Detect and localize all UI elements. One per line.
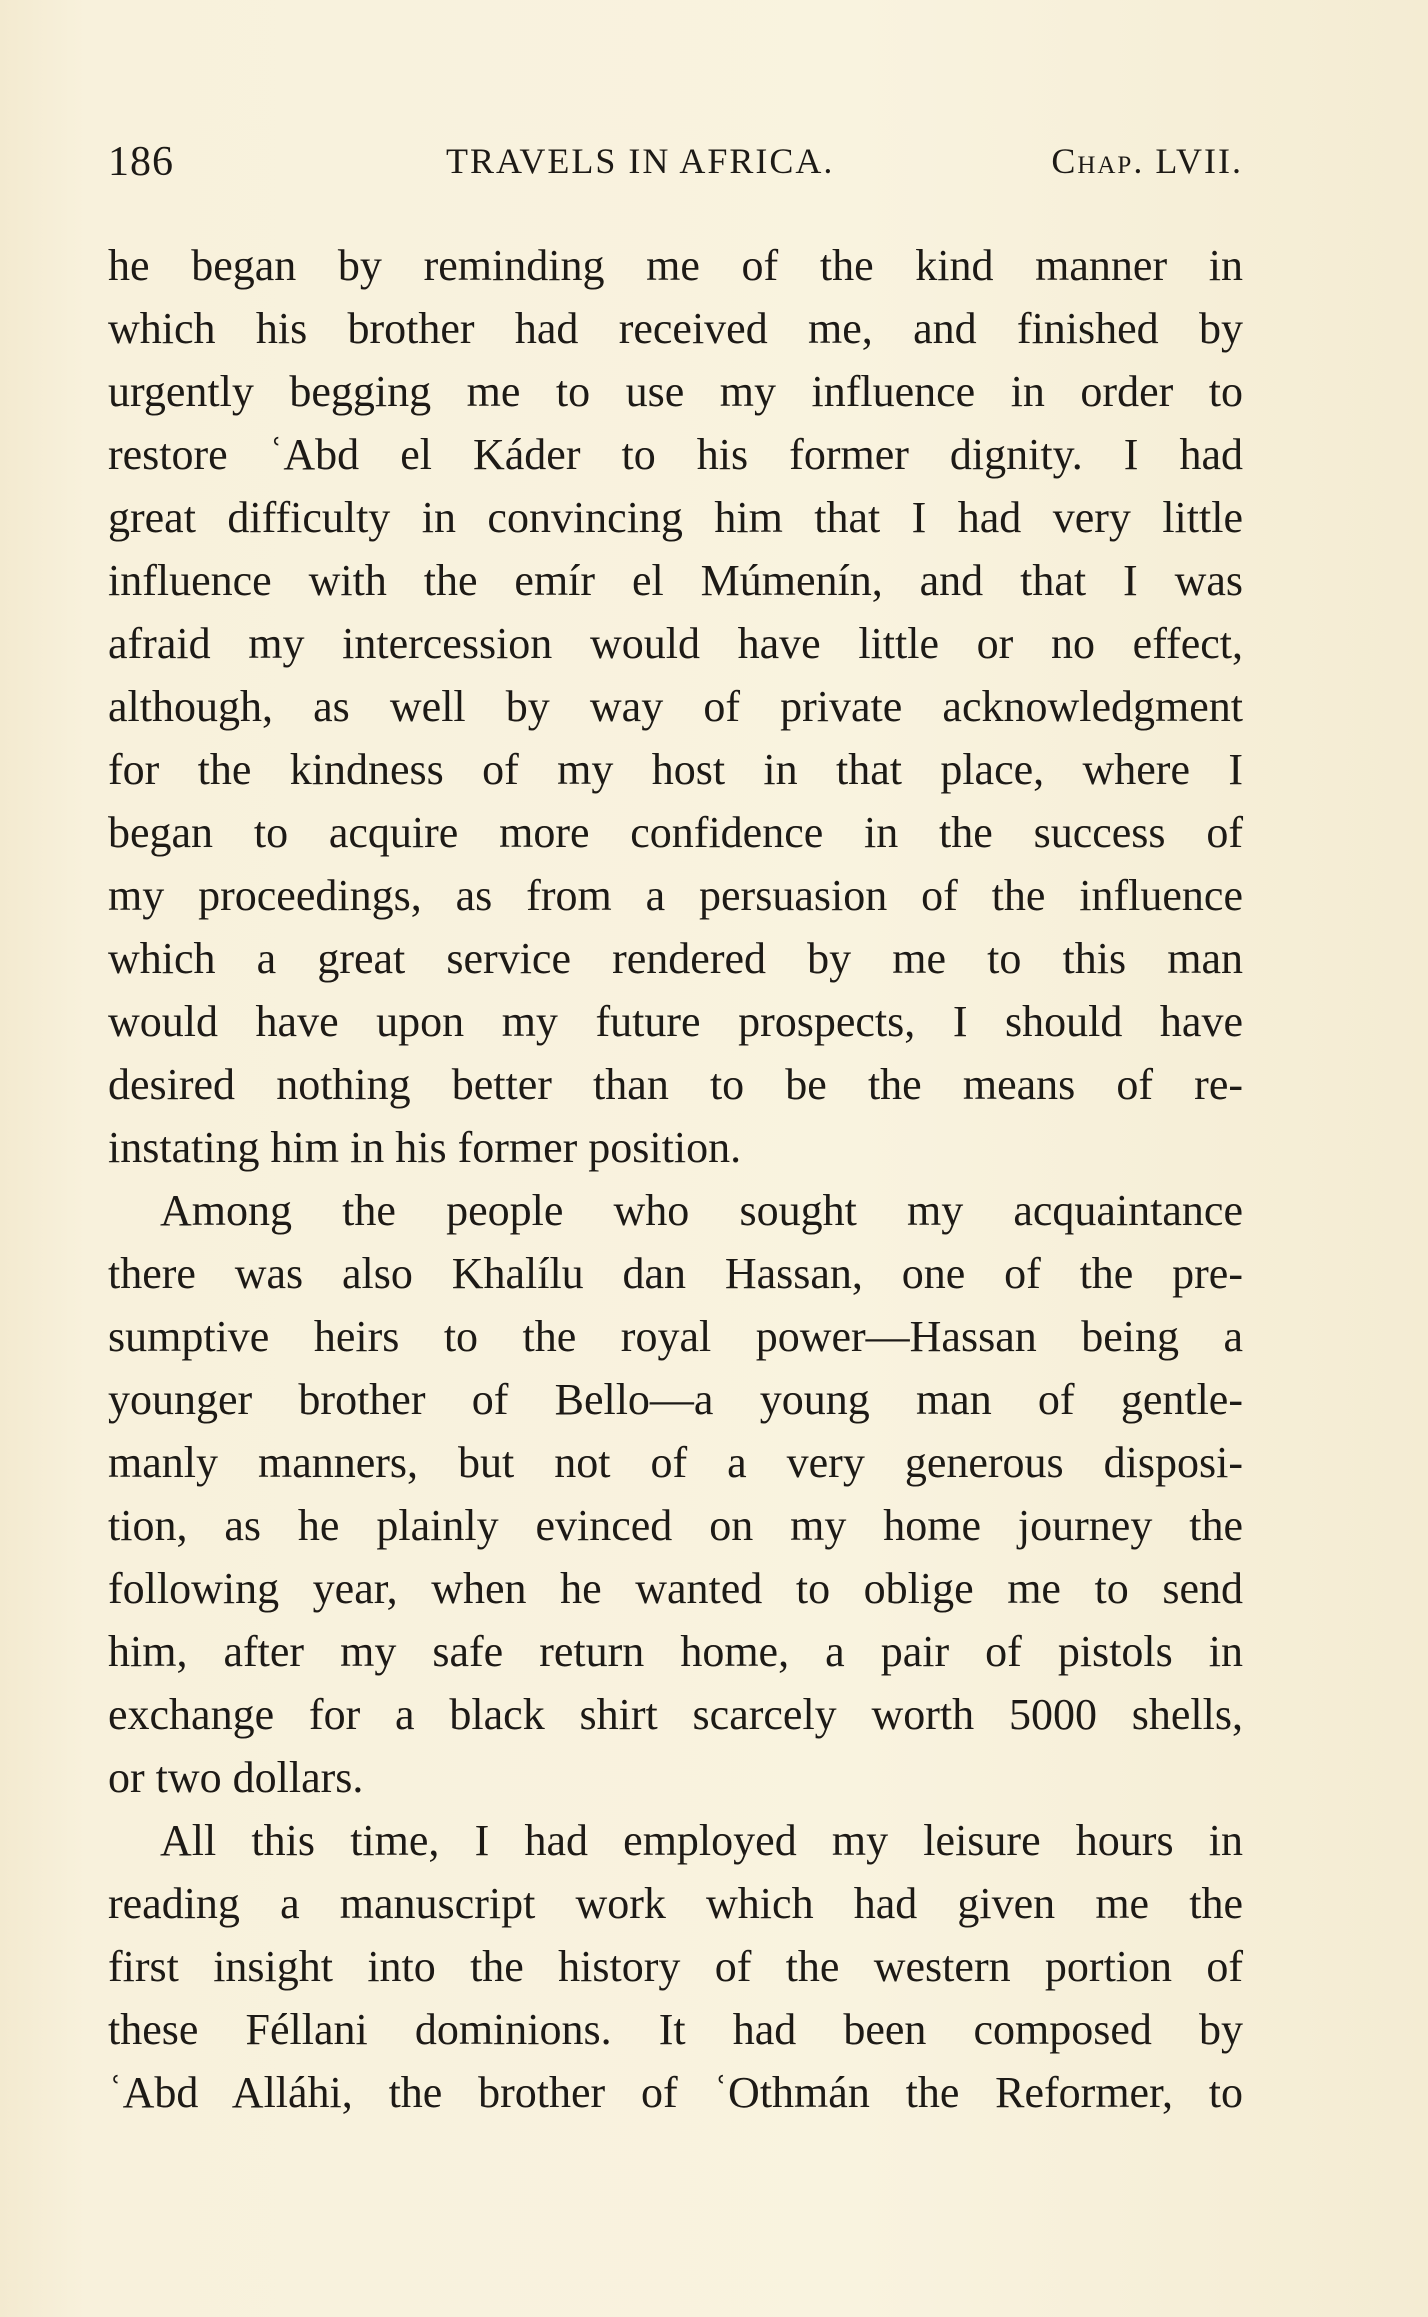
- text-line: manly manners, but not of a very generous disposi-: [108, 1438, 1243, 1487]
- text-line: instating him in his former position.: [108, 1123, 742, 1172]
- text-line: desired nothing better than to be the means of re-: [108, 1060, 1243, 1109]
- text-line: tion, as he plainly evinced on my home journey the: [108, 1501, 1243, 1550]
- text-line: for the kindness of my host in that place, where I: [108, 745, 1243, 794]
- text-line: or two dollars.: [108, 1753, 364, 1802]
- text-line: exchange for a black shirt scarcely worth 5000 shells,: [108, 1690, 1243, 1739]
- text-line: which a great service rendered by me to this man: [108, 934, 1243, 983]
- text-line: sumptive heirs to the royal power—Hassan being a: [108, 1312, 1243, 1361]
- text-line: my proceedings, as from a persuasion of the influence: [108, 871, 1243, 920]
- text-line: Among the people who sought my acquaintance: [160, 1186, 1243, 1235]
- text-line: great difficulty in convincing him that I had very little: [108, 493, 1243, 542]
- text-line: restore ʿAbd el Káder to his former dignity. I had: [108, 430, 1243, 479]
- text-line: would have upon my future prospects, I should have: [108, 997, 1243, 1046]
- text-line: first insight into the history of the western portion of: [108, 1942, 1243, 1991]
- text-line: ʿAbd Alláhi, the brother of ʿOthmán the Reformer, to: [108, 2068, 1243, 2117]
- running-title: TRAVELS IN AFRICA.: [446, 141, 835, 181]
- text-line: younger brother of Bello—a young man of gentle-: [108, 1375, 1243, 1424]
- text-line: he began by reminding me of the kind manner in: [108, 241, 1243, 290]
- page-number: 186: [108, 139, 174, 185]
- text-line: him, after my safe return home, a pair of pistols in: [108, 1627, 1243, 1676]
- text-line: there was also Khalílu dan Hassan, one of the pre-: [108, 1249, 1243, 1298]
- running-header: [108, 138, 1243, 192]
- text-line: following year, when he wanted to oblige me to send: [108, 1564, 1243, 1613]
- text-line: urgently begging me to use my influence in order to: [108, 367, 1243, 416]
- text-line: influence with the emír el Múmenín, and that I was: [108, 556, 1243, 605]
- chapter-label: Chap. LVII.: [1051, 141, 1243, 181]
- text-line: All this time, I had employed my leisure hours in: [160, 1816, 1243, 1865]
- body-text: [108, 234, 1243, 2124]
- text-line: began to acquire more confidence in the success of: [108, 808, 1243, 857]
- text-line: which his brother had received me, and finished by: [108, 304, 1243, 353]
- text-line: these Féllani dominions. It had been composed by: [108, 2005, 1243, 2054]
- text-line: reading a manuscript work which had given me the: [108, 1879, 1243, 1928]
- text-line: afraid my intercession would have little or no effect,: [108, 619, 1243, 668]
- text-line: although, as well by way of private acknowledgment: [108, 682, 1243, 731]
